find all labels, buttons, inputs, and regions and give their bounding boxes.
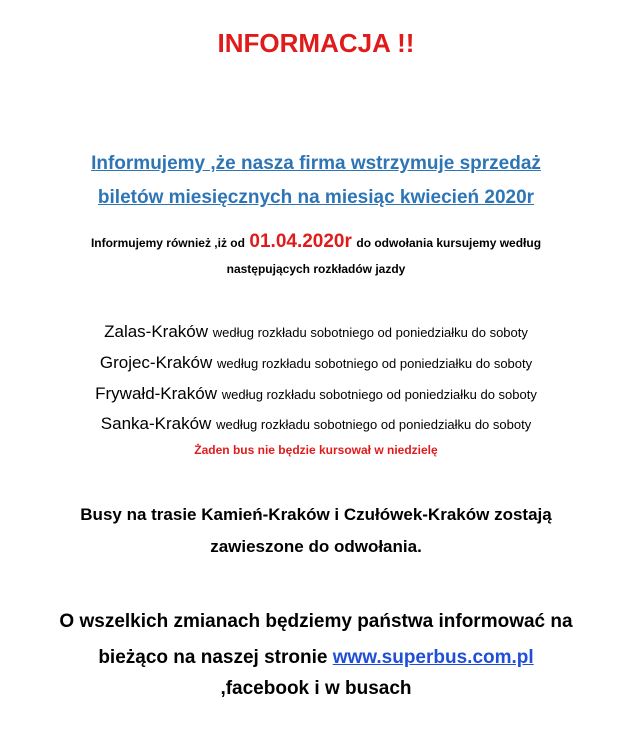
closing-text: bieżąco na naszej stronie [98,647,328,668]
website-link[interactable]: www.superbus.com.pl [332,647,534,668]
notice-line-1 [0,232,632,251]
route-description: według rozkładu sobotniego od poniedziałku do soboty [216,417,532,432]
route-description: według rozkładu sobotniego od poniedziałku do soboty [212,325,528,340]
notice-line-2: następujących rozkładów jazdy [226,262,406,276]
route-name: Frywałd-Kraków [95,384,217,403]
route-item [0,385,632,402]
route-name: Zalas-Kraków [104,322,209,341]
sunday-notice: Żaden bus nie będzie kursował w niedzielę [194,443,438,457]
route-name: Sanka-Kraków [100,414,212,433]
suspended-line-2: zawieszone do odwołania. [210,537,422,556]
closing-line-3: ,facebook i w busach [220,678,412,699]
route-item [0,323,632,340]
route-name: Grojec-Kraków [99,353,213,372]
lead-line-2: biletów miesięcznych na miesiąc kwiecień 2020r [97,187,535,208]
route-description: według rozkładu sobotniego od poniedziałku do soboty [221,387,537,402]
page-title: INFORMACJA !! [217,28,415,58]
closing-line-2 [0,648,632,667]
notice-date: 01.04.2020r [249,231,352,252]
notice-text-after: do odwołania kursujemy według [356,236,542,250]
notice-text-before: Informujemy również ,iż od [90,236,245,250]
route-description: według rozkładu sobotniego od poniedziałku do soboty [217,356,533,371]
route-item [0,354,632,371]
lead-line-1: Informujemy ,że nasza firma wstrzymuje sprzedaż [91,153,541,174]
route-item [0,415,632,432]
suspended-line-1: Busy na trasie Kamień-Kraków i Czułówek-Kraków zostają [80,505,552,524]
closing-line-1: O wszelkich zmianach będziemy państwa informować na [59,611,573,632]
